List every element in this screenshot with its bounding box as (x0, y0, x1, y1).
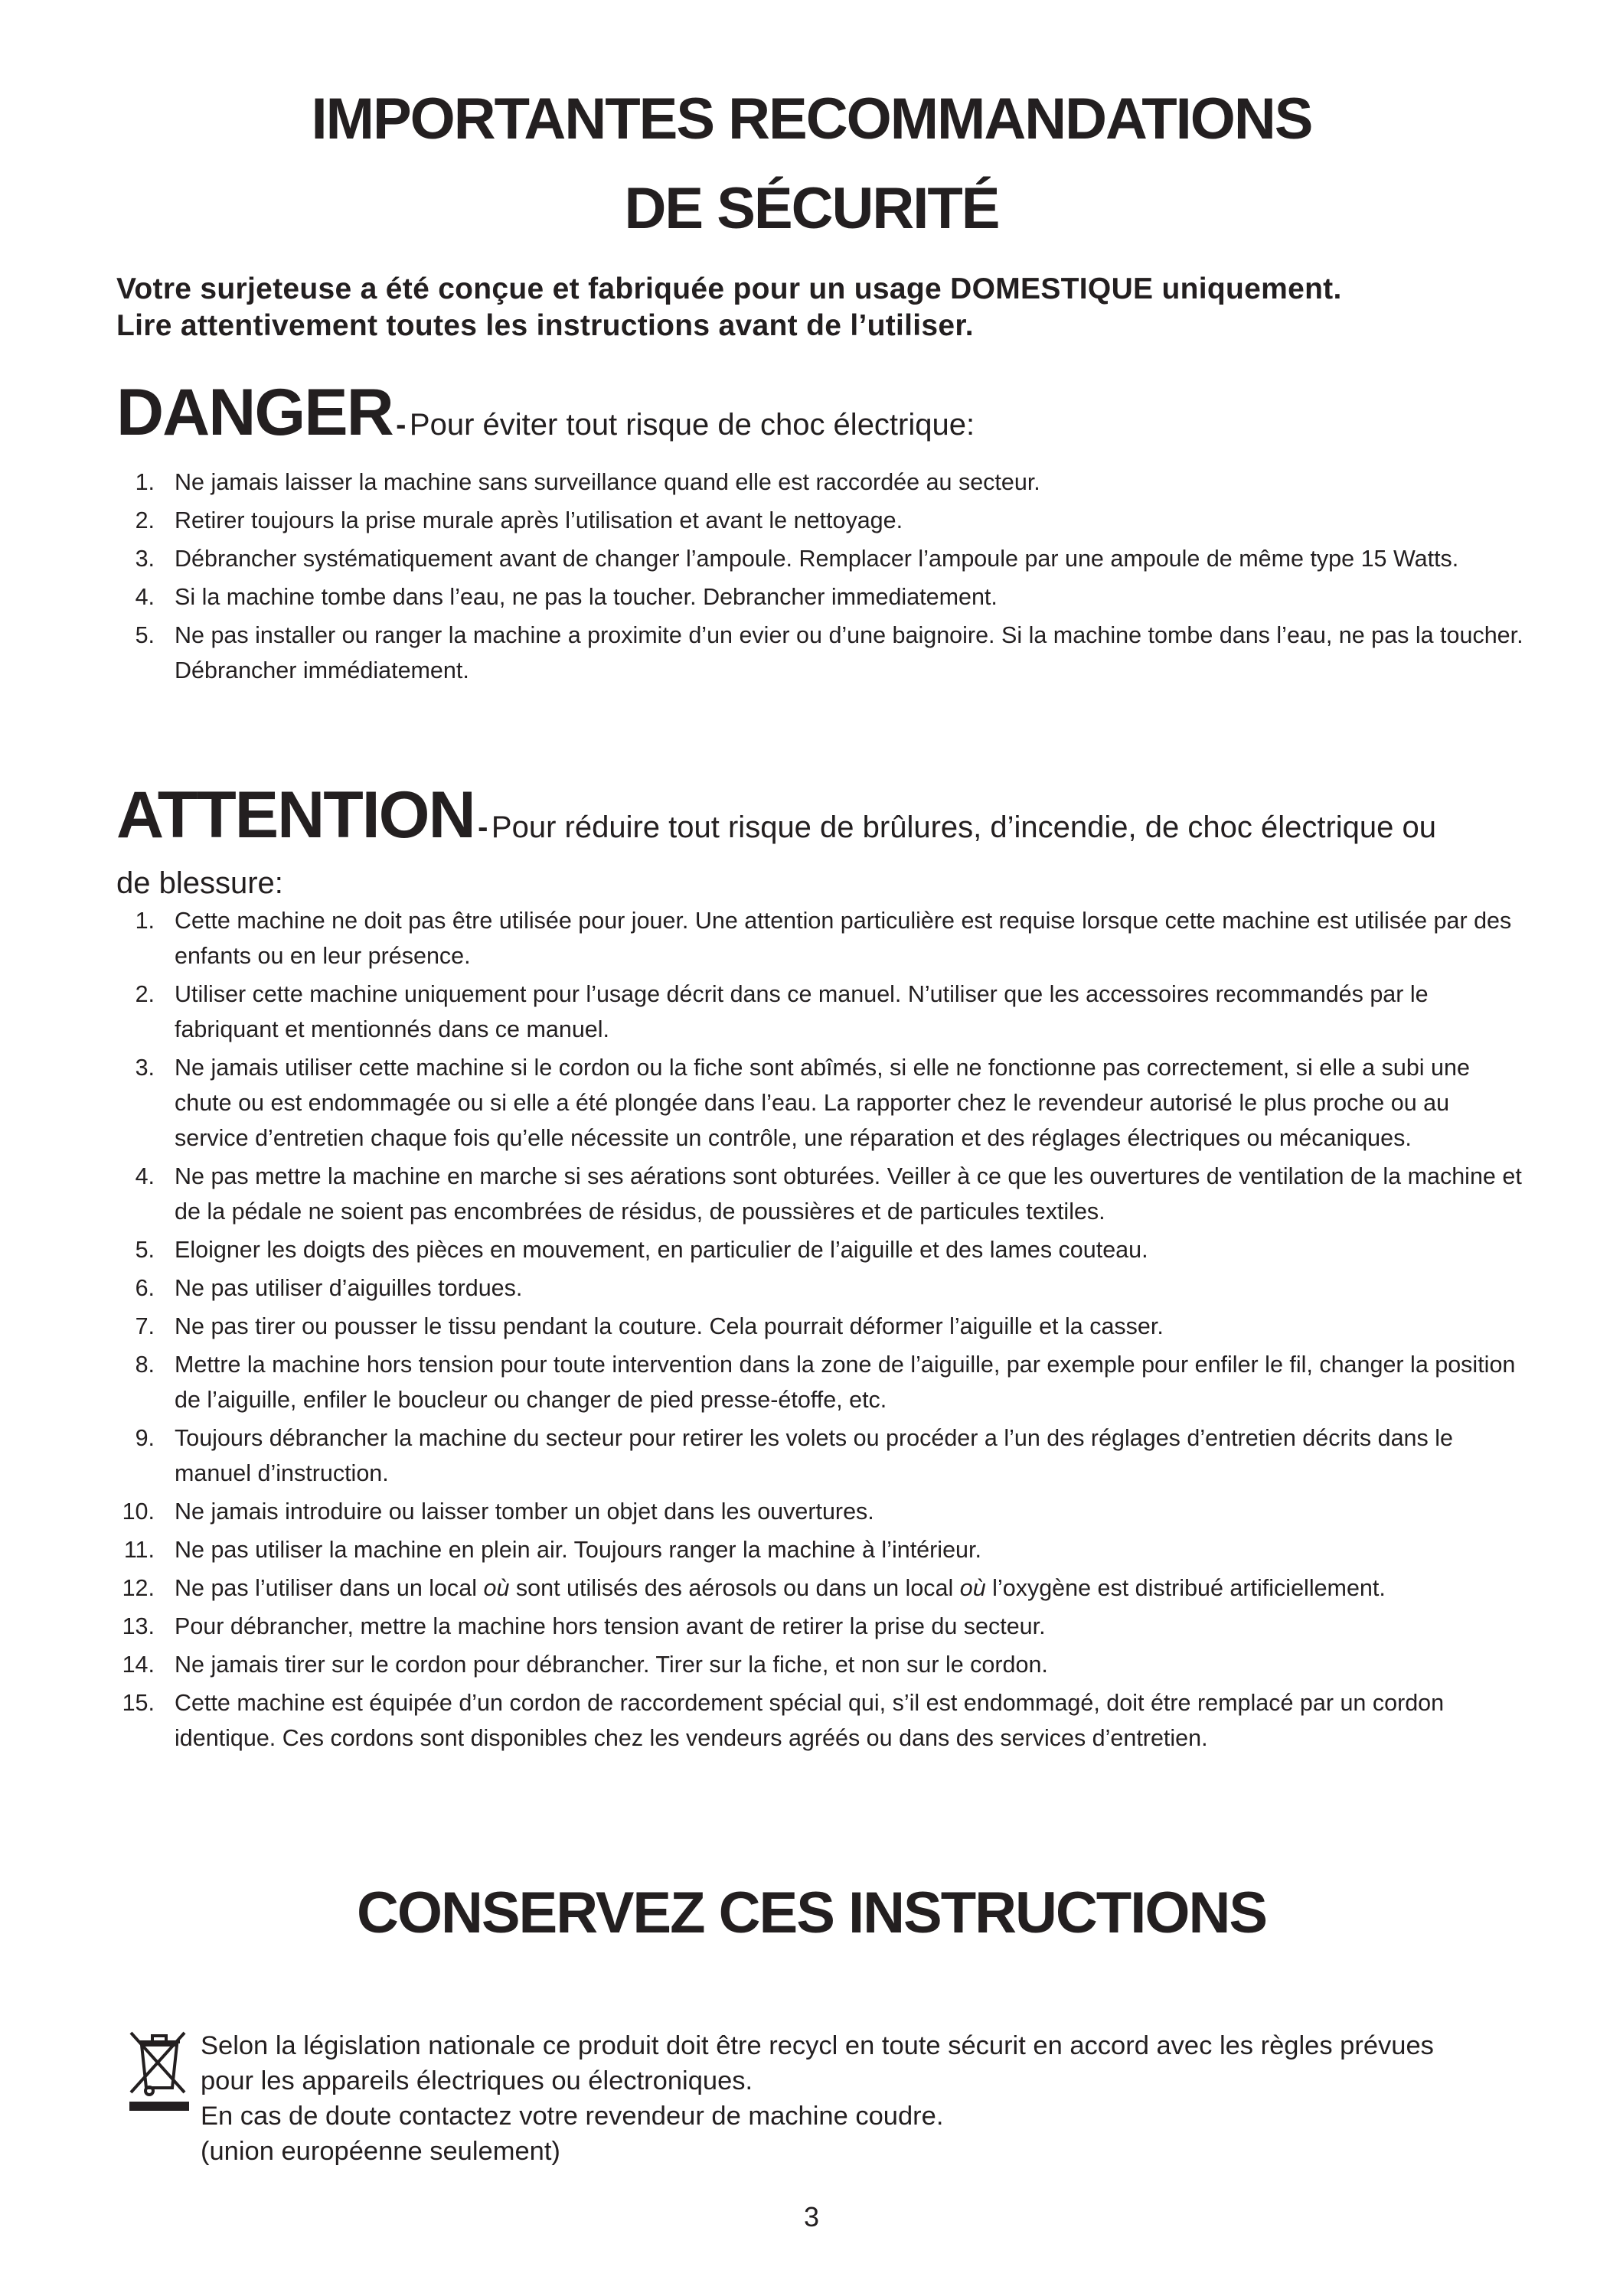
attention-subtitle: Pour réduire tout risque de brûlures, d’incendie, de choc électrique ou (491, 810, 1437, 844)
danger-heading: DANGER (116, 376, 393, 449)
intro-line1: Votre surjeteuse a été conçue et fabriquée pour un usage DOMESTIQUE uniquement. (116, 272, 1342, 305)
list-item: 11. Ne pas utiliser la machine en plein air. Toujours ranger la machine à l’intérieur. (123, 1537, 981, 1563)
list-item: 4. Ne pas mettre la machine en marche si ses aérations sont obturées. Veiller à ce que les ouvertures de ventilation de la machine et de la pédale ne soient pas encombrées de résidus, de poussières et de particules textiles. (135, 1163, 1522, 1225)
attention-subtitle-continued: de blessure: (116, 866, 283, 900)
list-item: 8. Mettre la machine hors tension pour toute intervention dans la zone de l’aiguille, par exemple pour enfiler le fil, changer la position de l’aiguille, enfiler le boucleur ou changer de pied presse-étoffe, etc. (135, 1352, 1516, 1413)
list-item: 3. Débrancher systématiquement avant de changer l’ampoule. Remplacer l’ampoule par une ampoule de même type 15 Watts. (135, 546, 1459, 572)
list-item: 12. Ne pas l’utiliser dans un local où sont utilisés des aérosols ou dans un local où l’oxygène est distribué artificiellement. (122, 1575, 1386, 1601)
recycling-line4: (union européenne seulement) (201, 2137, 560, 2166)
page-title-line1: IMPORTANTES RECOMMANDATIONS (311, 86, 1312, 152)
list-item: 9. Toujours débrancher la machine du secteur pour retirer les volets ou procéder a l’un des réglages d’entretien décrits dans le manuel d’instruction. (135, 1425, 1453, 1486)
list-item: 5. Eloigner les doigts des pièces en mouvement, en particulier de l’aiguille et des lames couteau. (135, 1237, 1148, 1263)
recycling-line2: pour les appareils électriques ou électroniques. (201, 2066, 753, 2095)
list-item: 2. Retirer toujours la prise murale après l’utilisation et avant le nettoyage. (135, 507, 903, 533)
page-title-line2: DE SÉCURITÉ (624, 176, 999, 241)
list-item: 14. Ne jamais tirer sur le cordon pour débrancher. Tirer sur la fiche, et non sur le cordon. (122, 1652, 1048, 1678)
recycling-line1: Selon la législation nationale ce produit doit être recycl en toute sécurit en accord avec les règles prévues (201, 2031, 1434, 2060)
intro-line2: Lire attentivement toutes les instructions avant de l’utiliser. (116, 309, 974, 342)
danger-list (116, 465, 1525, 691)
list-item: 1. Ne jamais laisser la machine sans surveillance quand elle est raccordée au secteur. (135, 469, 1040, 495)
attention-dash: - (478, 810, 488, 844)
list-item: 7. Ne pas tirer ou pousser le tissu pendant la couture. Cela pourrait déformer l’aiguille et la casser. (135, 1313, 1164, 1339)
danger-dash: - (396, 408, 407, 442)
danger-heading-row (116, 376, 1556, 449)
list-item: 5. Ne pas installer ou ranger la machine a proximite d’un evier ou d’une baignoire. Si la machine tombe dans l’eau, ne pas la toucher. Débrancher immédiatement. (135, 622, 1523, 683)
recycling-line3: En cas de doute contactez votre revendeur de machine coudre. (201, 2102, 944, 2131)
list-item: 3. Ne jamais utiliser cette machine si le cordon ou la fiche sont abîmés, si elle ne fonctionne pas correctement, si elle a subi une chute ou est endommagée ou si elle a été plongée dans l’eau. La rapporter chez le revendeur autorisé le plus proche ou au service d’entretien chaque fois qu’elle nécessite un contrôle, une réparation et des réglages électriques ou mécaniques. (135, 1055, 1470, 1151)
page-number: 3 (803, 2201, 820, 2232)
attention-list (116, 903, 1525, 1759)
crossed-out-wheelie-bin-icon (126, 2028, 192, 2112)
attention-heading-row (116, 778, 1556, 852)
list-item: 4. Si la machine tombe dans l’eau, ne pas la toucher. Debrancher immediatement. (135, 584, 998, 610)
danger-subtitle: Pour éviter tout risque de choc électrique: (409, 408, 975, 442)
recycling-notice (201, 2028, 1563, 2169)
attention-heading: ATTENTION (116, 778, 475, 852)
list-item: 1. Cette machine ne doit pas être utilisée pour jouer. Une attention particulière est requise lorsque cette machine est utilisée par des enfants ou en leur présence. (135, 908, 1512, 969)
closing-title: CONSERVEZ CES INSTRUCTIONS (356, 1880, 1267, 1945)
list-item: 2. Utiliser cette machine uniquement pour l’usage décrit dans ce manuel. N’utiliser que les accessoires recommandés par le fabriquant et mentionnés dans ce manuel. (135, 981, 1429, 1042)
list-item: 10. Ne jamais introduire ou laisser tomber un objet dans les ouvertures. (122, 1499, 874, 1525)
list-item: 6. Ne pas utiliser d’aiguilles tordues. (135, 1275, 523, 1301)
list-item: 15. Cette machine est équipée d’un cordon de raccordement spécial qui, s’il est endommagé, doit étre remplacé par un cordon identique. Ces cordons sont disponibles chez les vendeurs agréés ou dans des services d’entretien. (122, 1690, 1445, 1751)
list-item: 13. Pour débrancher, mettre la machine hors tension avant de retirer la prise du secteur. (122, 1613, 1046, 1639)
